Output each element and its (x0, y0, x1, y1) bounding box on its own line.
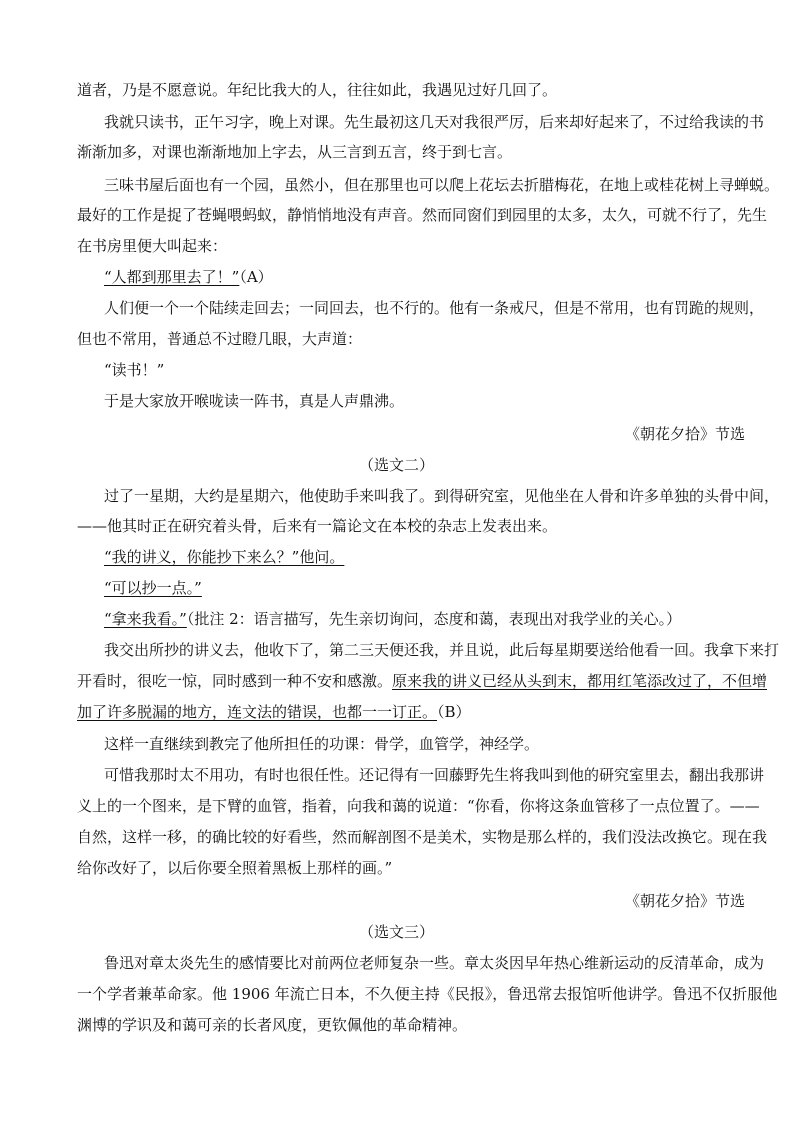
underlined-quote-a: “人都到那里去了！” (104, 268, 240, 286)
paragraph-line: 于是大家放开喉咙读一阵书，真是人声鼎沸。 (104, 392, 405, 410)
paragraph-line: 给你改好了，以后你要全照着黑板上那样的画。” (77, 859, 393, 877)
paragraph-line: 在书房里便大叫起来： (77, 237, 228, 255)
paragraph-line: 过了一星期，大约是星期六，他使助手来叫我了。到得研究室，见他坐在人骨和许多单独的头骨中间， (104, 487, 780, 505)
marker-a: （A） (239, 268, 273, 286)
paragraph-line: 义上的一个图来，是下臂的血管，指着，向我和蔼的说道：“你看，你将这条血管移了一点位置了。—— (77, 797, 760, 815)
paragraph-line (77, 702, 471, 722)
section-heading: （选文三） (358, 923, 434, 941)
underlined-quote: “拿来我看。” (104, 610, 187, 628)
paragraph-line (77, 671, 767, 691)
paragraph-line: 渊博的学识及和蔼可亲的长者风度，更钦佩他的革命精神。 (77, 1016, 468, 1034)
underlined-text-b: 加了许多脱漏的地方，连文法的错误，也都一一订正。 (77, 703, 438, 721)
source-citation: 《朝花夕拾》节选 (624, 892, 745, 910)
paragraph-line: 一个学者兼革命家。他 1906 年流亡日本，不久便主持《民报》，鲁迅常去报馆听他讲学。鲁迅不仅折服他 (77, 985, 778, 1003)
paragraph-line: 但也不常用，普通总不过瞪几眼，大声道： (77, 330, 363, 348)
underlined-quote: “我的讲义，你能抄下来么？”他问。 (104, 548, 345, 566)
quote-line: “读书！” (104, 361, 165, 379)
quote-line (104, 609, 681, 629)
paragraph-line: 这样一直继续到教完了他所担任的功课：骨学，血管学，神经学。 (104, 735, 540, 753)
paragraph-line: 我交出所抄的讲义去，他收下了，第二三天便还我，并且说，此后每星期要送给他看一回。我拿下来打 (104, 641, 780, 659)
underlined-quote: “可以抄一点。” (104, 579, 202, 597)
quote-line (104, 267, 273, 287)
quote-line (104, 547, 344, 567)
paragraph-line: 鲁迅对章太炎先生的感情要比对前两位老师复杂一些。章太炎因早年热心维新运动的反清革命，成为 (104, 954, 765, 972)
marker-b: （B） (437, 703, 471, 721)
paragraph-line: 最好的工作是捉了苍蝇喂蚂蚁，静悄悄地没有声音。然而同窗们到园里的太多，太久，可就不行了，先生 (77, 206, 768, 224)
section-heading: （选文二） (358, 456, 434, 474)
paragraph-line: 可惜我那时太不用功，有时也很任性。还记得有一回藤野先生将我叫到他的研究室里去，翻出我那讲 (104, 766, 765, 784)
paragraph-line: 渐渐加多，对课也渐渐地加上字去，从三言到五言，终于到七言。 (77, 143, 513, 161)
quote-line (104, 578, 202, 598)
annotation-note: （批注 2：语言描写，先生亲切询问，态度和蔼，表现出对我学业的关心。） (186, 610, 682, 628)
paragraph-line: 道者，乃是不愿意说。年纪比我大的人，往往如此，我遇见过好几回了。 (77, 81, 558, 99)
underlined-text-b: 原来我的讲义已经从头到末，都用红笔添改过了，不但增 (392, 672, 768, 690)
paragraph-line: 人们便一个一个陆续走回去；一同回去，也不行的。他有一条戒尺，但是不常用，也有罚跪的规则， (104, 299, 765, 317)
paragraph-line: 三味书屋后面也有一个园，虽然小，但在那里也可以爬上花坛去折腊梅花，在地上或桂花树上寻蝉蜕。 (104, 176, 780, 194)
source-citation: 《朝花夕拾》节选 (624, 425, 745, 443)
paragraph-line: ——他其时正在研究着头骨，后来有一篇论文在本校的杂志上发表出来。 (77, 517, 558, 535)
plain-text: 开看时，很吃一惊，同时感到一种不安和感激。 (77, 672, 393, 690)
paragraph-line: 自然，这样一移，的确比较的好看些，然而解剖图不是美术，实物是那么样的，我们没法改换它。现在我 (77, 828, 768, 846)
paragraph-line: 我就只读书，正午习字，晚上对课。先生最初这几天对我很严厉，后来却好起来了，不过给我读的书 (104, 113, 765, 131)
